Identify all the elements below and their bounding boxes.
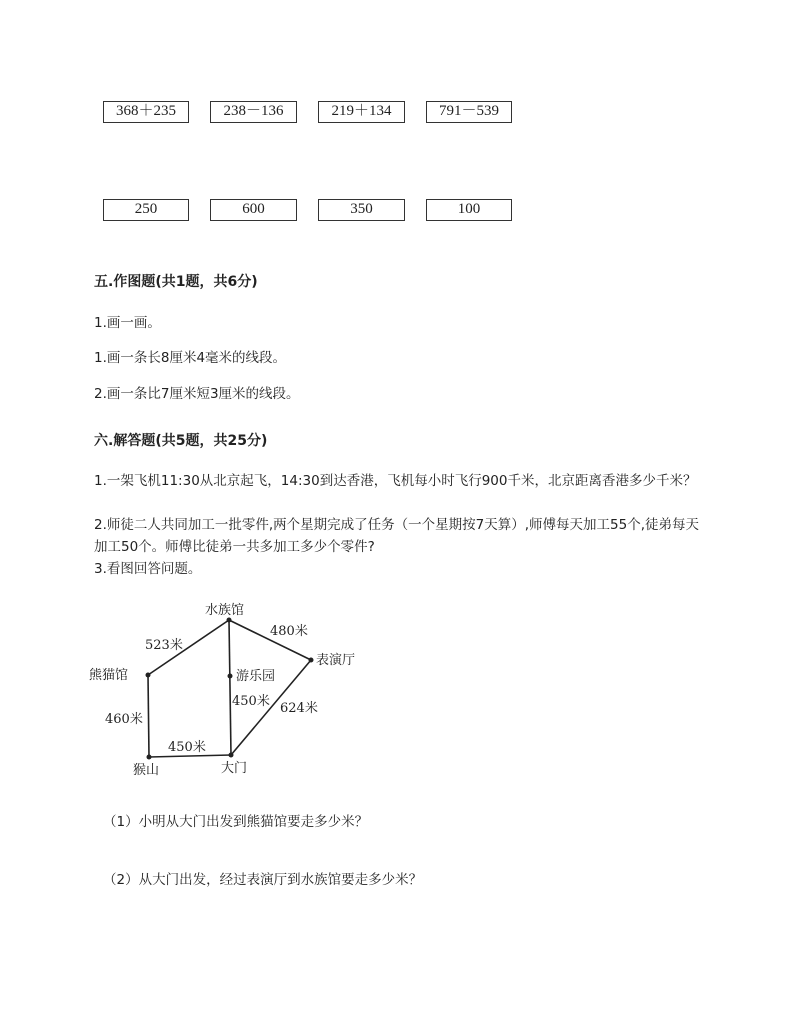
node-aquarium	[227, 618, 232, 623]
answer-box: 350	[318, 199, 405, 221]
label-monkey: 猴山	[133, 763, 160, 778]
label-theater: 表演厅	[316, 653, 356, 668]
node-amusement	[228, 674, 233, 679]
path-theater-gate	[231, 660, 311, 755]
section6-q1: 1.一架飞机11:30从北京起飞，14:30到达香港，飞机每小时飞行900千米，北京距离香港多少千米？	[94, 473, 697, 489]
answer-box: 250	[103, 199, 189, 221]
node-panda	[146, 673, 151, 678]
map-paths	[148, 620, 311, 757]
section6-title: 六.解答题(共5题，共25分)	[94, 433, 268, 449]
node-gate	[229, 753, 234, 758]
section5-q1: 1.画一画。	[94, 315, 161, 331]
section6-q2: 2.师徒二人共同加工一批零件,两个星期完成了任务（一个星期按7天算）,师傅每天加工55个,徒弟每天加工50个。师傅比徒弟一共多加工多少个零件?	[94, 517, 700, 555]
section5-q1b: 2.画一条比7厘米短3厘米的线段。	[94, 386, 300, 402]
section6-sub2: （2）从大门出发，经过表演厅到水族馆要走多少米？	[103, 872, 423, 888]
distance-panda-aquarium: 523米	[145, 638, 183, 653]
path-aquarium-gate	[229, 620, 231, 755]
path-aquarium-theater	[229, 620, 311, 660]
expression-box: 791－539	[426, 101, 512, 123]
section5-q1a: 1.画一条长8厘米4毫米的线段。	[94, 350, 287, 366]
expression-box: 368＋235	[103, 101, 189, 123]
label-amusement: 游乐园	[236, 669, 276, 684]
answer-box: 600	[210, 199, 297, 221]
path-panda-aquarium	[148, 620, 229, 675]
section6-sub1: （1）小明从大门出发到熊猫馆要走多少米？	[103, 814, 369, 830]
path-monkey-gate	[149, 755, 231, 757]
node-theater	[309, 658, 314, 663]
answer-box: 100	[426, 199, 512, 221]
section6-q3: 3.看图回答问题。	[94, 561, 202, 577]
node-monkey	[147, 755, 152, 760]
distance-panda-monkey: 460米	[105, 712, 143, 727]
label-aquarium: 水族馆	[205, 603, 245, 618]
distance-monkey-gate: 450米	[168, 740, 206, 755]
label-gate: 大门	[221, 761, 248, 776]
distance-aquarium-theater: 480米	[270, 624, 308, 639]
path-panda-monkey	[148, 675, 149, 757]
expression-box: 219＋134	[318, 101, 405, 123]
distance-gate-amusement: 450米	[232, 694, 270, 709]
section5-title: 五.作图题(共1题，共6分)	[94, 274, 258, 290]
expression-box: 238－136	[210, 101, 297, 123]
distance-gate-theater: 624米	[280, 701, 318, 716]
label-panda: 熊猫馆	[89, 668, 129, 683]
